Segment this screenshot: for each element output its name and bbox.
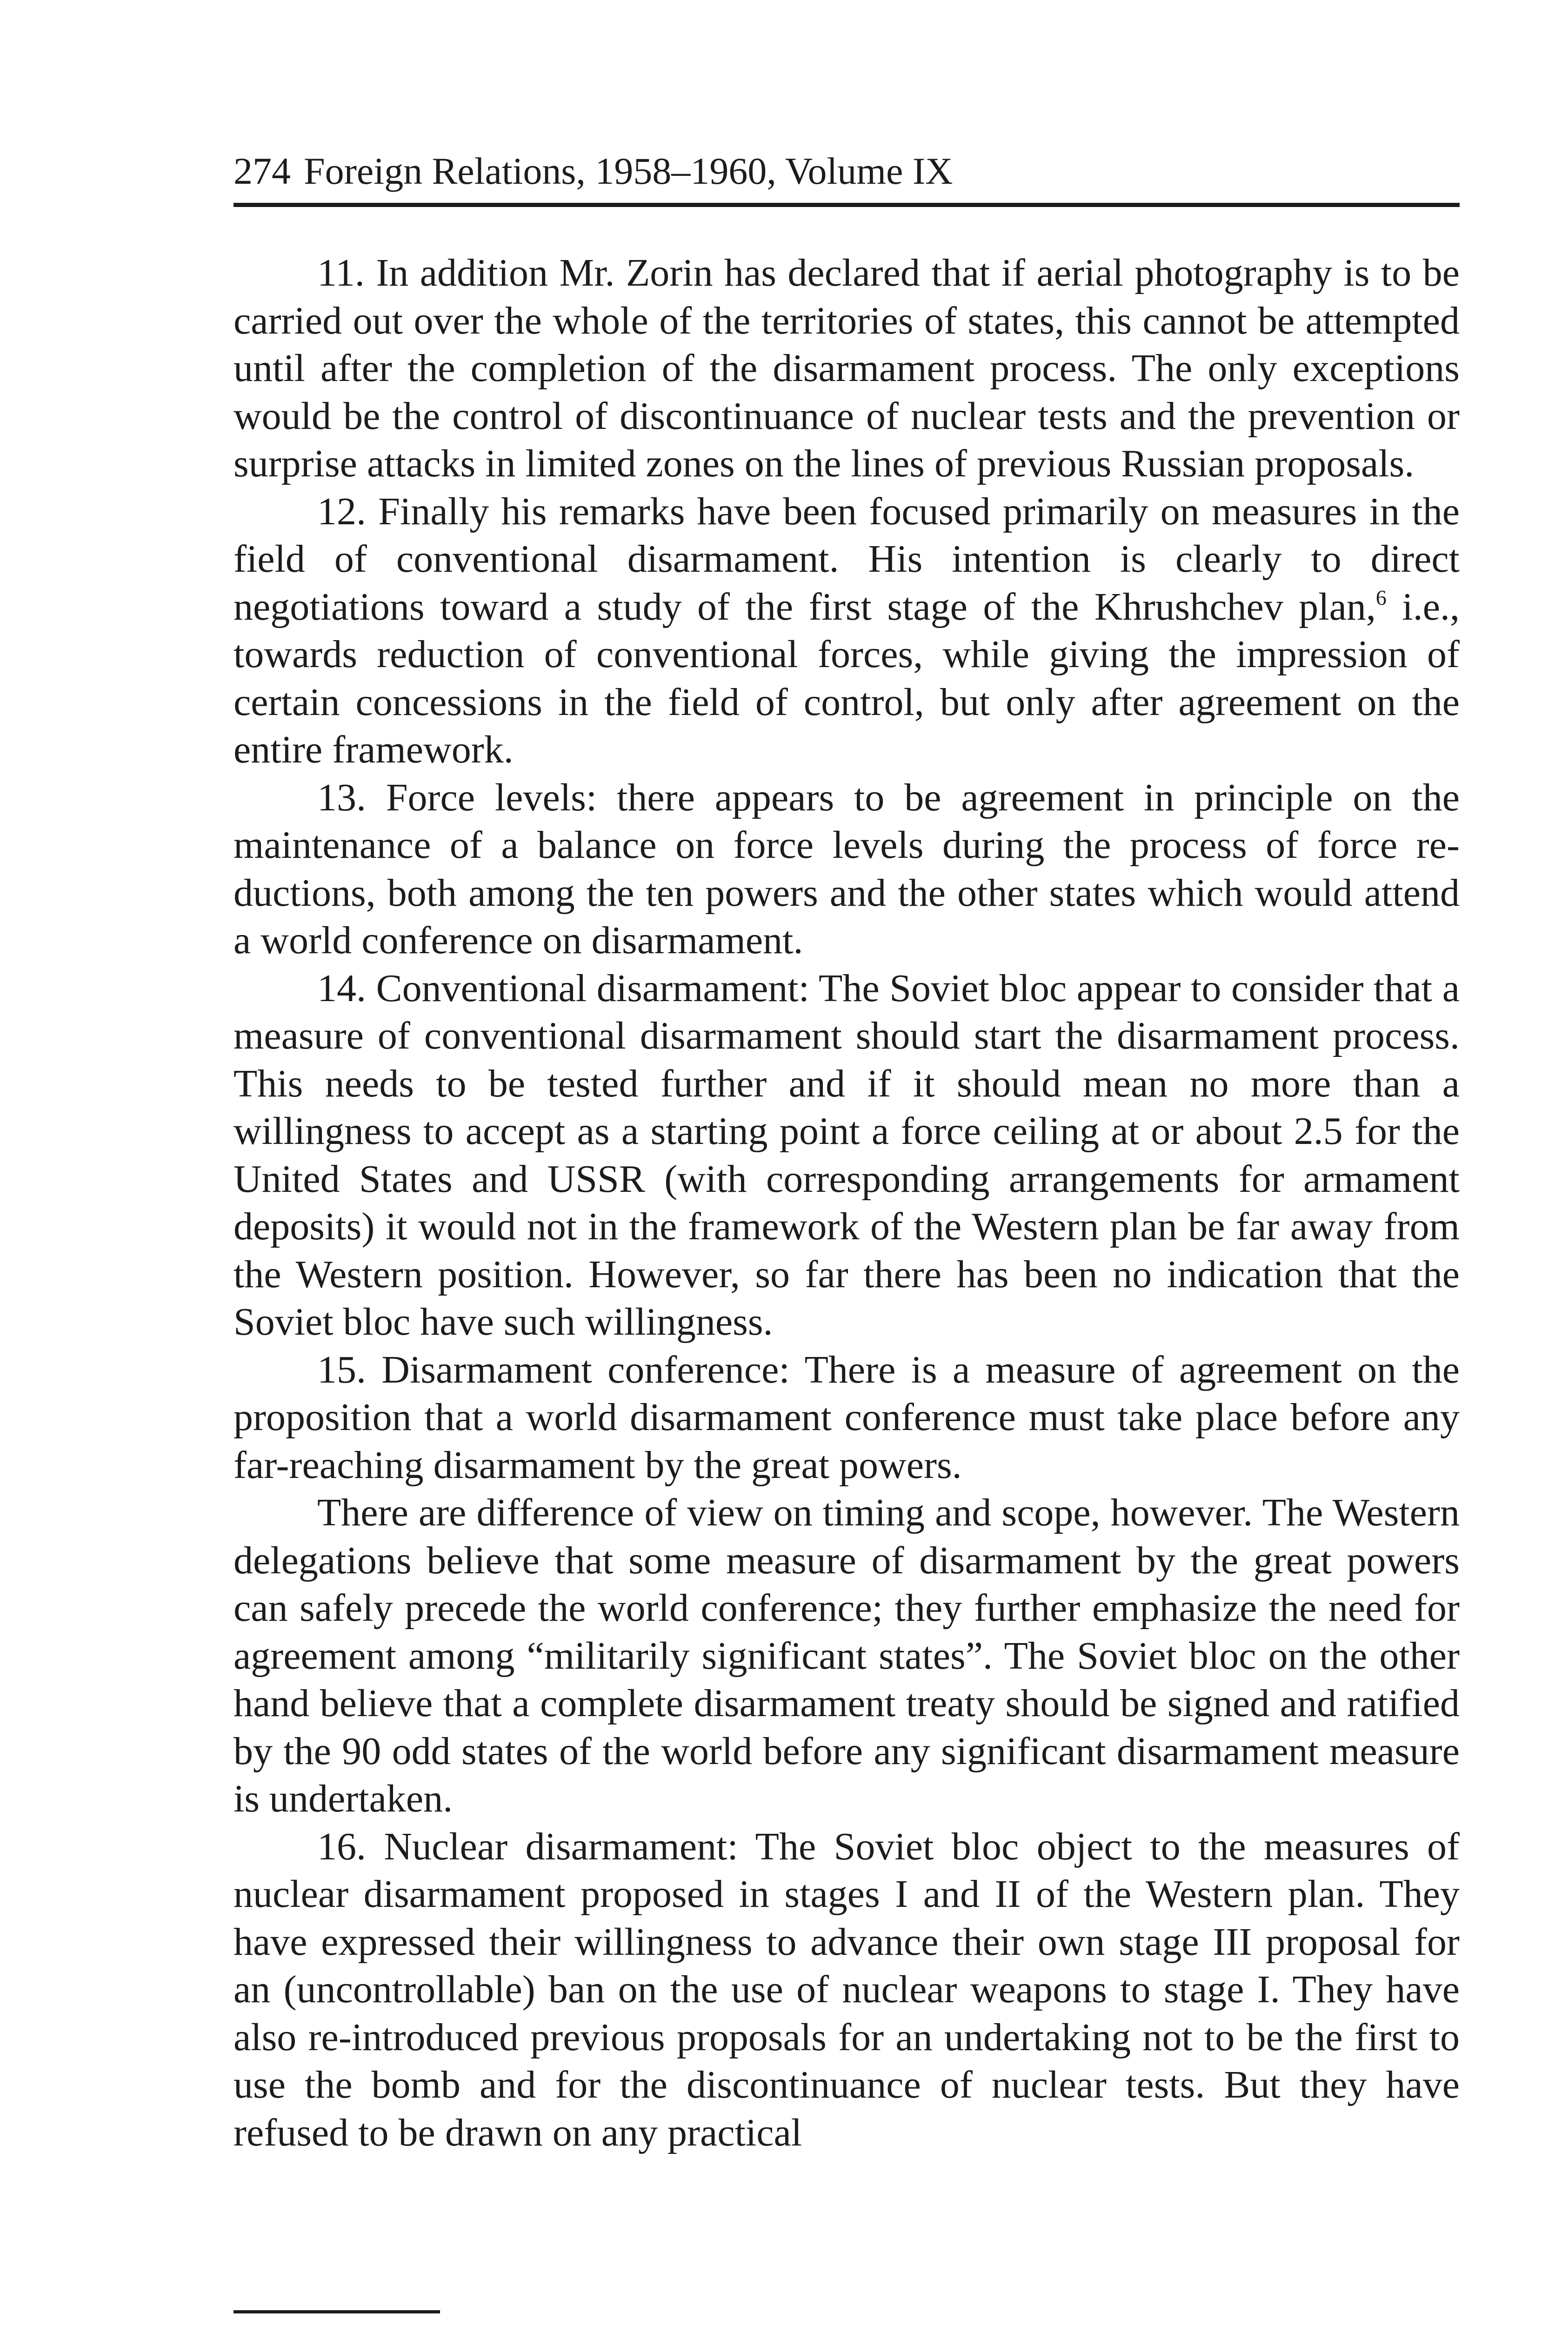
running-head xyxy=(234,148,1460,194)
paragraph-12 xyxy=(234,488,1460,774)
paragraph-14: 14. Conventional disarmament: The Soviet bloc appear to consider that a measure of conventional disarmament should start the disarmament process. This needs to be tested further and if it should mean no more than a willingness to accept as a starting point a force ceiling at or about 2.5 for the United States and USSR (with corresponding arrangements for armament deposits) it would not in the framework of the Western plan be far away from the Western position. However, so far there has been no indication that the Soviet bloc have such willingness. xyxy=(234,966,1460,1343)
page-number: 274 xyxy=(234,150,291,192)
paragraph-15: 15. Disarmament conference: There is a measure of agreement on the proposition that a world disarmament conference must take place before any far-reaching disarmament by the great powers. xyxy=(234,1348,1460,1487)
footnote-reference[interactable]: 6 xyxy=(1375,585,1387,609)
paragraph-12-text-start: 12. Finally his remarks have been focused primarily on measures in the field of conventional disarmament. His intention is clearly to direct negotiations toward a study of the first stage of the Khrushchev plan, xyxy=(234,489,1460,628)
paragraph-11: 11. In addition Mr. Zorin has declared that if aerial photography is to be carried out over the whole of the territories of states, this cannot be attempted until after the completion of the disarmament process. The only exceptions would be the control of discontinuance of nuclear tests and the prevention or surprise attacks in limited zones on the lines of previous Russian proposals. xyxy=(234,251,1460,485)
paragraph-13: 13. Force levels: there appears to be agreement in principle on the maintenance of a balance on force levels during the process of force reductions, both among the ten powers and the other states which would attend a world conference on disarmament. xyxy=(234,775,1460,962)
paragraph-12-text-end: i.e., towards reduction of conventional forces, while giving the impression of certain concessions in the field of control, but only after agreement on the entire framework. xyxy=(234,585,1460,771)
paragraph-15-continued: There are difference of view on timing and scope, however. The Western delegations believe that some measure of disarmament by the great powers can safely precede the world conference; they further emphasize the need for agreement among “militarily significant states”. The Soviet bloc on the other hand believe that a complete disarmament treaty should be signed and ratified by the 90 odd states of the world before any significant disarmament measure is undertaken. xyxy=(234,1491,1460,1820)
header-rule xyxy=(234,203,1460,207)
body-text xyxy=(234,249,1460,2157)
paragraph-16: 16. Nuclear disarmament: The Soviet bloc object to the measures of nuclear disarmament proposed in stages I and II of the Western plan. They have expressed their willingness to advance their own stage III proposal for an (uncontrollable) ban on the use of nuclear weapons to stage I. They have also re-introduced previous proposals for an undertaking not to be the first to use the bomb and for the discontinuance of nuclear tests. But they have refused to be drawn on any practical xyxy=(234,1825,1460,2154)
footnote-rule xyxy=(234,2310,440,2313)
running-title: Foreign Relations, 1958–1960, Volume IX xyxy=(304,150,953,192)
